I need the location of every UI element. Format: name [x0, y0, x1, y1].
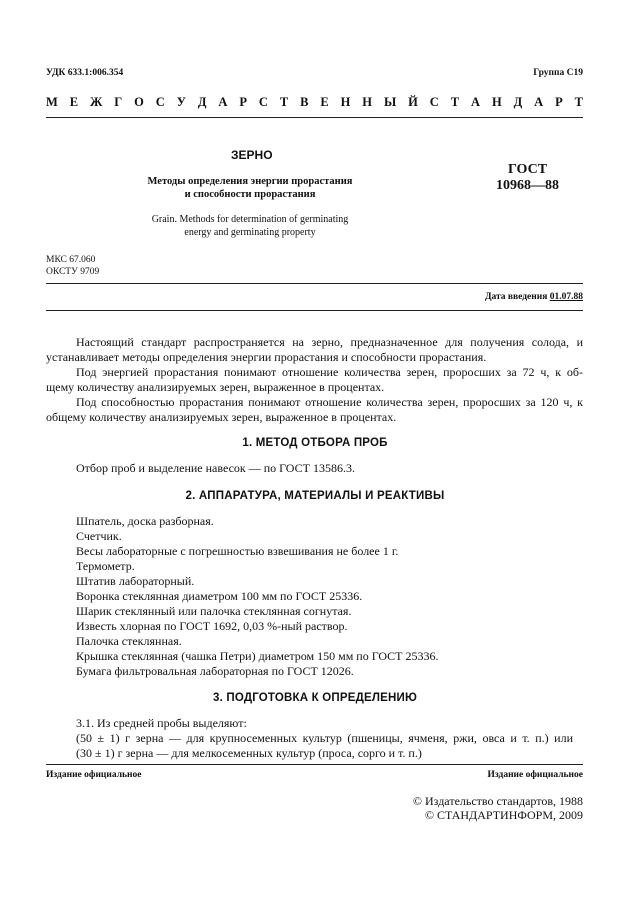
section-3-line1: 3.1. Из средней пробы выделяют: — [76, 716, 247, 730]
section-2-heading: 2. АППАРАТУРА, МАТЕРИАЛЫ И РЕАКТИВЫ — [185, 490, 445, 502]
date-rule — [46, 310, 583, 311]
section-3-line2: (50 ± 1) г зерна — для крупносеменных культур (пшеницы, ячменя, ржи, овса и т. п.) или — [76, 731, 573, 745]
equipment-item: Термометр. — [76, 559, 135, 573]
introduction-date-label: Дата введения — [484, 292, 548, 302]
edition-left: Издание официальное — [46, 770, 142, 780]
introduction-date-value: 01.07.88 — [549, 292, 583, 302]
udk-code: УДК 633.1:006.354 — [46, 68, 124, 78]
intro-p2-line1: Под энергией прорастания понимают отношение количества зерен, проросших за 72 ч, к об- — [76, 365, 583, 379]
equipment-item: Известь хлорная по ГОСТ 1692, 0,03 %-ный раствор. — [76, 619, 348, 633]
codes-rule — [46, 283, 583, 284]
intro-p3-line2: общему количеству анализируемых зерен, выраженное в процентах. — [46, 410, 397, 424]
intro-p2-line2: щему количеству анализируемых зерен, выраженное в процентах. — [46, 380, 385, 394]
mks-code: МКС 67.060 — [46, 255, 96, 265]
equipment-item: Шарик стеклянный или палочка стеклянная согнутая. — [76, 604, 352, 618]
equipment-item: Бумага фильтровальная лабораторная по ГОСТ 12026. — [76, 664, 354, 678]
equipment-item: Штатив лабораторный. — [76, 574, 195, 588]
gost-number: 10968—88 — [496, 178, 559, 193]
copyright-1: © Издательство стандартов, 1988 — [412, 794, 583, 808]
intro-p1-line2: устанавливает методы определения энергии прорастания и способности прорастания. — [46, 350, 487, 364]
english-title-line-2: energy and germinating property — [184, 227, 316, 238]
group-code: Группа С19 — [533, 68, 583, 78]
equipment-item: Крышка стеклянная (чашка Петри) диаметром 150 мм по ГОСТ 25336. — [76, 649, 439, 663]
intro-p1-line1: Настоящий стандарт распространяется на зерно, предназначенное для получения солода, и — [76, 335, 583, 349]
interstate-standard-banner: М Е Ж Г О С У Д А Р С Т В Е Н Н Ы Й С Т А Н Д А Р Т — [46, 95, 583, 109]
edition-right: Издание официальное — [487, 770, 583, 780]
section-1-heading: 1. МЕТОД ОТБОРА ПРОБ — [242, 437, 388, 449]
equipment-item: Весы лабораторные с погрешностью взвешивания не более 1 г. — [76, 544, 399, 558]
gost-label: ГОСТ — [508, 162, 548, 177]
subtitle-line-1: Методы определения энергии прорастания — [147, 176, 353, 187]
section-3-line3: (30 ± 1) г зерна — для мелкосеменных культур (проса, сорго и т. п.) — [76, 746, 422, 760]
okstu-code: ОКСТУ 9709 — [46, 267, 100, 277]
footer-rule — [46, 764, 583, 765]
section-1-text: Отбор проб и выделение навесок — по ГОСТ 13586.3. — [76, 461, 355, 475]
copyright-2: © СТАНДАРТИНФОРМ, 2009 — [424, 808, 583, 822]
intro-p3-line1: Под способностью прорастания понимают отношение количества зерен, проросших за 120 ч, к — [76, 395, 583, 409]
document-title: ЗЕРНО — [231, 148, 273, 162]
equipment-item: Счетчик. — [76, 529, 122, 543]
section-3-heading: 3. ПОДГОТОВКА К ОПРЕДЕЛЕНИЮ — [212, 692, 418, 704]
header-rule — [46, 117, 583, 118]
introduction-date — [485, 292, 583, 302]
equipment-item: Палочка стеклянная. — [76, 634, 182, 648]
subtitle-line-2: и способности прорастания — [184, 189, 316, 200]
equipment-item: Воронка стеклянная диаметром 100 мм по ГОСТ 25336. — [76, 589, 363, 603]
equipment-item: Шпатель, доска разборная. — [76, 514, 214, 528]
english-title-line-1: Grain. Methods for determination of germinating — [151, 214, 349, 225]
